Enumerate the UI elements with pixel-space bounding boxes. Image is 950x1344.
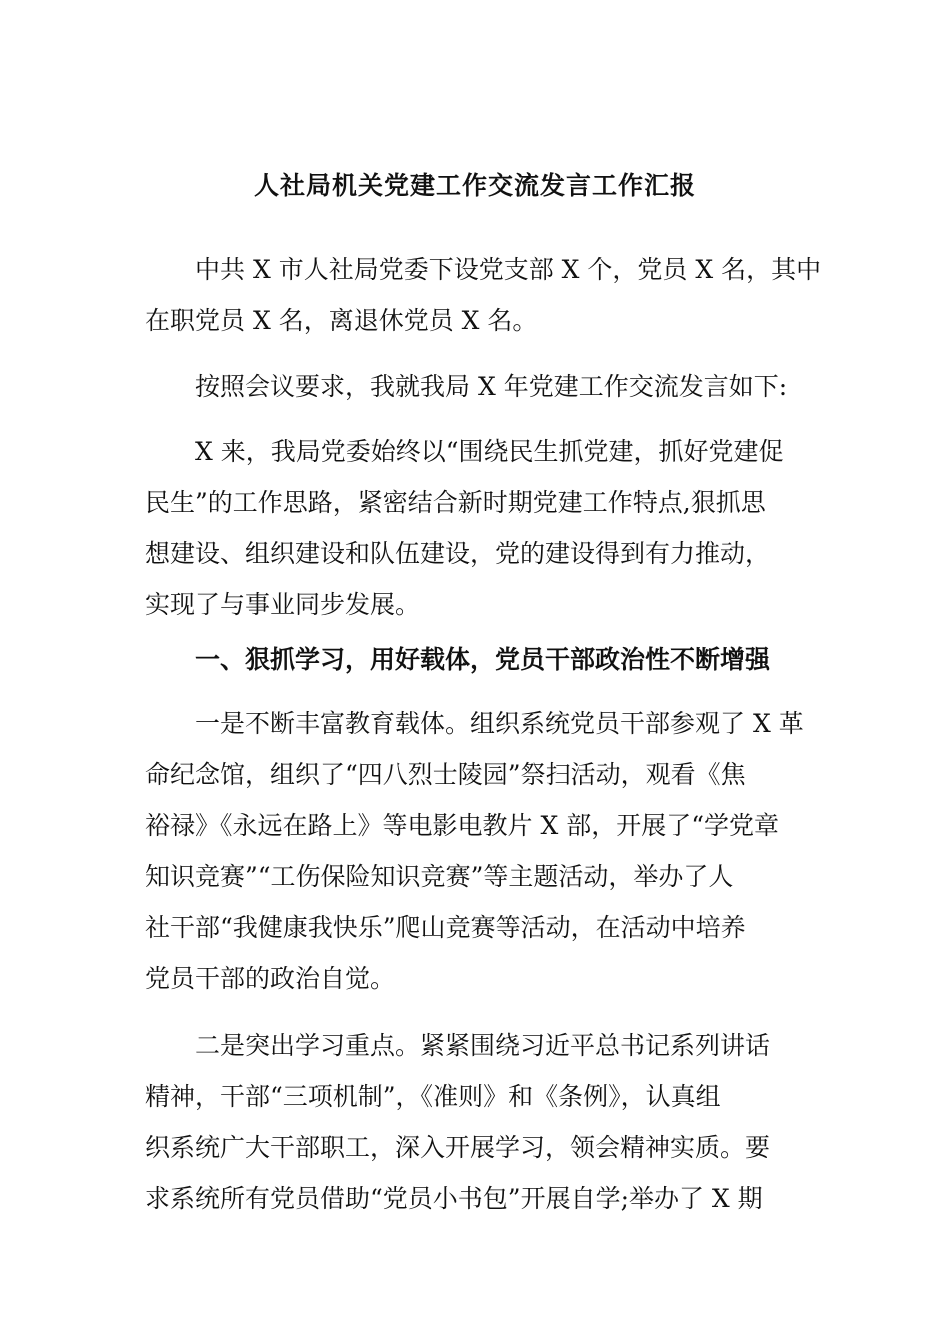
text-line: 精神，干部“三项机制”，《准则》和《条例》，认真组 — [145, 1082, 721, 1111]
text-line: 党员干部的政治自觉。 — [145, 964, 396, 993]
text-line: 民生”的工作思路，紧密结合新时期党建工作特点,狠抓思 — [145, 488, 766, 517]
text-line: 求系统所有党员借助“党员小书包”开展自学;举办了 X 期 — [145, 1184, 763, 1213]
text-line: 在职党员 X 名，离退休党员 X 名。 — [145, 306, 538, 335]
text-line: 裕禄》《永远在路上》等电影电教片 X 部，开展了“学党章 — [145, 811, 779, 840]
text-line: 实现了与事业同步发展。 — [145, 590, 421, 619]
text-line: 命纪念馆，组织了“四八烈士陵园”祭扫活动，观看《焦 — [145, 760, 746, 789]
text-line: 社干部“我健康我快乐”爬山竞赛等活动，在活动中培养 — [145, 913, 746, 942]
section-heading: 一、狠抓学习，用好载体，党员干部政治性不断增强 — [195, 645, 771, 674]
text-line: 知识竞赛”“工伤保险知识竞赛”等主题活动，举办了人 — [145, 862, 734, 891]
text-line: 二是突出学习重点。紧紧围绕习近平总书记系列讲话 — [195, 1031, 771, 1060]
text-line: 按照会议要求，我就我局 X 年党建工作交流发言如下: — [195, 372, 788, 401]
paragraph-study-focus — [145, 1020, 810, 1224]
text-line: 想建设、组织建设和队伍建设，党的建设得到有力推动， — [145, 539, 771, 568]
paragraph-education-carriers — [145, 698, 810, 1004]
document-title: 人社局机关党建工作交流发言工作汇报 — [253, 171, 696, 200]
text-line: 一是不断丰富教育载体。组织系统党员干部参观了 X 革 — [195, 709, 804, 738]
paragraph-work-approach — [145, 426, 810, 630]
text-line: X 来，我局党委始终以“围绕民生抓党建，抓好党建促 — [195, 437, 784, 466]
text-line: 中共 X 市人社局党委下设党支部 X 个，党员 X 名，其中 — [195, 255, 822, 284]
paragraph-party-overview — [145, 244, 822, 346]
paragraph-meeting-intro — [145, 361, 810, 412]
text-line: 织系统广大干部职工，深入开展学习，领会精神实质。要 — [145, 1133, 771, 1162]
